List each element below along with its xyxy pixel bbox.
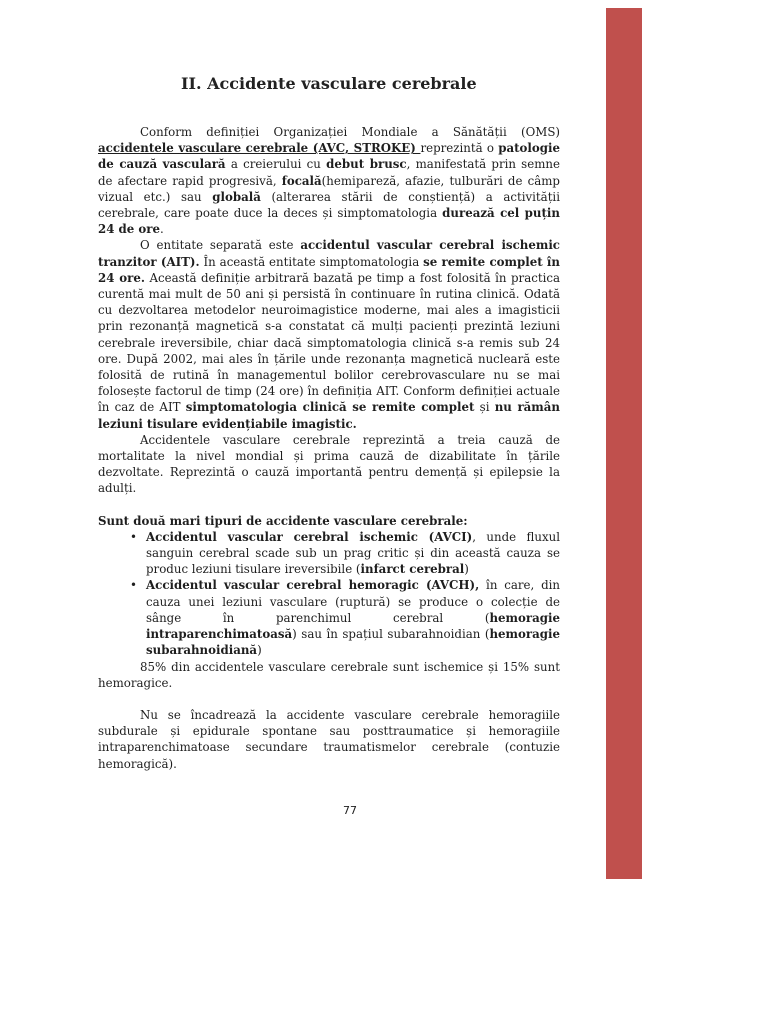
term-intraparenchymal: hemoragie intraparenchimatoasă (146, 610, 560, 642)
text: Această definiție arbitrară bazată pe timp a fost folosită în practica curentă mai mult de 50 ani și persistă în continuare în rutina clinică. Odată cu dezvoltarea metodelor neuroimagistice moderne, mai ales a imagisticii prin rezonanță magnetică s-a constatat că mulți pacienți prezintă leziuni cerebrale ireversibile, chiar dacă simptomatologia clinică s-a remis sub 24 ore. După 2002, mai ales în țările unde rezonanța magnetică nucleară este folosită de rutină în managementul bolilor cerebrovasculare nu se mai folosește factorul de timp (24 ore) în definiția AIT. Conform definiției actuale în caz de AIT (98, 270, 560, 415)
paragraph-oms-definition (98, 124, 560, 237)
text: și (474, 400, 495, 415)
paragraph-exclusions: Nu se încadrează la accidente vasculare cerebrale hemoragiile subdurale și epidurale spontane sau posttraumatice și hemoragiile intraparenchimatoase secundare traumatismelor cerebrale (contuzie hemoragică). (98, 707, 560, 771)
text: (hemipareză, afazie, tulburări de câmp vizual etc.) sau (98, 173, 560, 204)
text: . (159, 222, 164, 237)
spacer (98, 497, 560, 513)
text: a creierului cu (225, 157, 327, 172)
text: În această entitate simptomatologia (199, 254, 424, 269)
term-avch: Accidentul vascular cerebral hemoragic (AVCH), (146, 578, 480, 593)
term-avc-stroke: accidentele vasculare cerebrale (AVC, STROKE) (98, 141, 421, 156)
text: O entitate separată este (140, 238, 301, 253)
page-number: 77 (343, 804, 357, 817)
text: , unde fluxul sanguin cerebral scade sub un prag critic și din această cauza se produc leziuni tisulare ireversibile ( (146, 529, 561, 577)
text: , manifestată prin semne de afectare rapid progresivă, (98, 157, 560, 188)
types-heading: Sunt două mari tipuri de accidente vasculare cerebrale: (98, 513, 468, 528)
term-ait: accidentul vascular cerebral ischemic tranzitor (AIT). (98, 238, 560, 269)
term-24h-duration: durează cel puțin 24 de ore (98, 206, 560, 237)
term-global: globală (212, 189, 261, 204)
body-text (98, 124, 560, 772)
paragraph-ait (98, 237, 560, 431)
term-focal: focală (281, 173, 322, 188)
list-item-avci (98, 529, 560, 578)
page-title: II. Accidente vasculare cerebrale (181, 74, 477, 93)
list-item-avch (98, 577, 560, 658)
text: (alterarea stării de conștiență) a activității cerebrale, care poate duce la deces și simptomatologia (98, 189, 560, 221)
term-clinical-remission: simptomatologia clinică se remite complet (185, 400, 475, 415)
term-remits-24h: se remite complet în 24 ore. (98, 254, 560, 285)
side-accent-bar (606, 8, 642, 879)
term-vascular-pathology: patologie de cauză vasculară (98, 141, 560, 172)
text: în care, din cauza unei leziuni vasculare (ruptură) se produce o colecție de sânge în parenchimul cerebral ( (146, 578, 560, 625)
text: ) (257, 643, 262, 658)
stroke-types-list (98, 529, 560, 659)
text: ) sau în spațiul subarahnoidian ( (292, 627, 490, 642)
spacer (98, 691, 560, 707)
term-sudden-onset: debut brusc (326, 157, 407, 172)
term-avci: Accidentul vascular cerebral ischemic (AVCI) (146, 529, 473, 544)
term-subarachnoid: hemoragie subarahnoidiană (146, 627, 560, 658)
text: ) (464, 562, 469, 577)
term-cerebral-infarct: infarct cerebral (360, 562, 465, 577)
paragraph-mortality: Accidentele vasculare cerebrale reprezintă a treia cauză de mortalitate la nivel mondial și prima cauză de dizabilitate în țările dezvoltate. Reprezintă o cauză importantă pentru demență și epilepsie la adulți. (98, 432, 560, 496)
text: reprezintă o (420, 141, 499, 156)
term-no-lesions: nu rămân leziuni tisulare evidențiabile imagistic. (98, 400, 561, 431)
text: Conform definiției Organizației Mondiale a Sănătății (OMS) (140, 125, 560, 139)
paragraph-statistics: 85% din accidentele vasculare cerebrale sunt ischemice și 15% sunt hemoragice. (98, 659, 560, 690)
